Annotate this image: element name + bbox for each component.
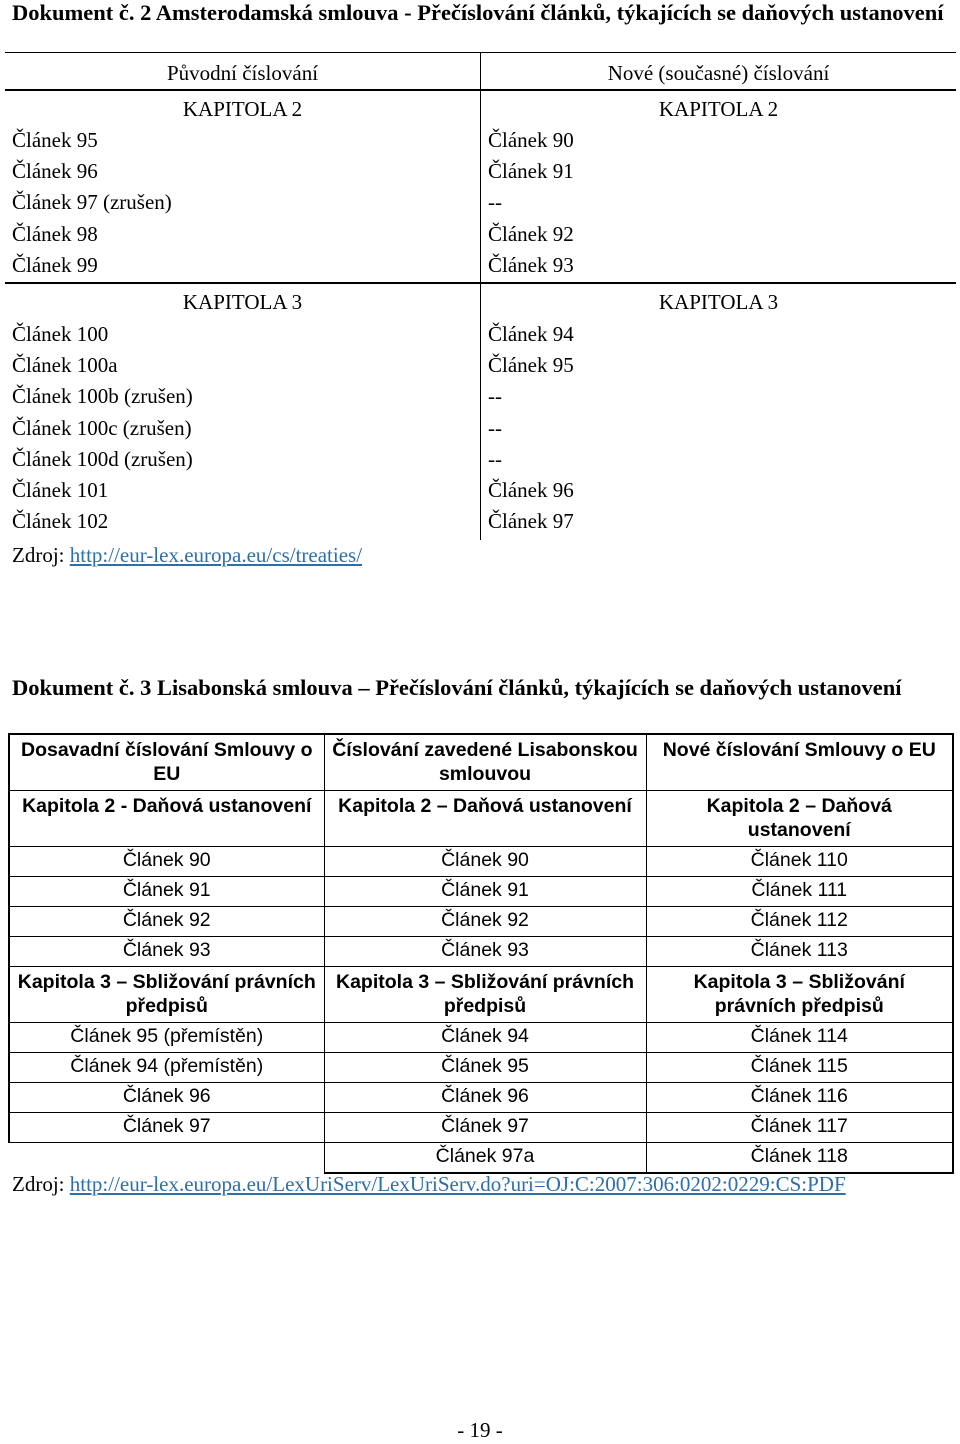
original-article: Článek 100b (zrušen) xyxy=(12,384,193,409)
chapter2-row-cell: Kapitola 2 - Daňová ustanovení xyxy=(9,791,324,847)
chapter2-label-right: KAPITOLA 2 xyxy=(658,97,779,121)
table-row-cell: Článek 96 xyxy=(324,1083,646,1113)
original-article: Článek 98 xyxy=(12,221,98,246)
chapter2-row-cell: Kapitola 2 – Daňová ustanovení xyxy=(646,791,953,847)
column-header-cell: Nové číslování Smlouvy o EU xyxy=(646,734,953,791)
original-article: Článek 100d (zrušen) xyxy=(12,446,193,471)
table-row-cell: Článek 112 xyxy=(646,907,953,937)
table-row xyxy=(9,1023,953,1053)
doc3-title: Dokument č. 3 Lisabonská smlouva – Přečíslování článků, týkajících se daňových ustanovení xyxy=(12,675,902,700)
table-row xyxy=(9,1053,953,1083)
new-article: -- xyxy=(488,415,502,440)
table-row-cell: Článek 111 xyxy=(646,877,953,907)
chapter3-label-right: KAPITOLA 3 xyxy=(658,290,779,314)
table-row-cell: Článek 95 xyxy=(324,1053,646,1083)
table-row-cell: Článek 94 (přemístěn) xyxy=(9,1053,324,1083)
header-new-numbering: Nové (současné) číslování xyxy=(607,61,830,85)
chapter3-label-left: KAPITOLA 3 xyxy=(182,290,303,314)
chapter3-row-cell: Kapitola 3 – Sbližování právních předpisů xyxy=(9,967,324,1023)
column-header-cell: Dosavadní číslování Smlouvy o EU xyxy=(9,734,324,791)
table-row-cell: Článek 90 xyxy=(324,847,646,877)
table-row xyxy=(9,937,953,967)
table-row-cell: Článek 115 xyxy=(646,1053,953,1083)
table-row-cell: Článek 97 xyxy=(324,1113,646,1143)
original-article: Článek 100 xyxy=(12,322,109,346)
table-row-cell: Článek 94 xyxy=(324,1023,646,1053)
new-article: Článek 96 xyxy=(488,478,574,502)
new-article: -- xyxy=(488,190,502,215)
lisbon-renumbering-table xyxy=(8,733,954,1174)
table-row-cell: Článek 97a xyxy=(324,1143,646,1174)
chapter3-row xyxy=(9,967,953,1023)
table-row-cell: Článek 114 xyxy=(646,1023,953,1053)
table-row xyxy=(9,877,953,907)
table-row-cell: Článek 97 xyxy=(9,1113,324,1143)
doc2-title: Dokument č. 2 Amsterodamská smlouva - Přečíslování článků, týkajících se daňových ustanovení xyxy=(12,0,944,25)
chapter2-label-left: KAPITOLA 2 xyxy=(182,97,303,121)
table-row-cell: Článek 91 xyxy=(324,877,646,907)
new-article: Článek 97 xyxy=(488,509,574,534)
new-article: -- xyxy=(488,446,502,471)
amsterdam-renumbering-table xyxy=(5,52,956,540)
original-article: Článek 102 xyxy=(12,509,109,534)
column-header-cell: Číslování zavedené Lisabonskou smlouvou xyxy=(324,734,646,791)
new-article: Článek 93 xyxy=(488,252,574,277)
new-article: Článek 95 xyxy=(488,353,574,378)
new-article: Článek 91 xyxy=(488,159,574,184)
original-article: Článek 99 xyxy=(12,252,98,277)
table-row-cell: Článek 117 xyxy=(646,1113,953,1143)
page-number: - 19 - xyxy=(457,1418,503,1442)
table-rule xyxy=(5,89,956,91)
table-row-cell: Článek 90 xyxy=(9,847,324,877)
chapter2-row-cell: Kapitola 2 – Daňová ustanovení xyxy=(324,791,646,847)
table-row-cell: Článek 113 xyxy=(646,937,953,967)
column-header xyxy=(9,734,953,791)
new-article: Článek 90 xyxy=(488,128,574,152)
original-article: Článek 101 xyxy=(12,478,109,502)
source-line-2 xyxy=(12,1162,942,1206)
table-row xyxy=(9,1113,953,1143)
new-article: Článek 94 xyxy=(488,322,574,346)
original-article: Článek 100c (zrušen) xyxy=(12,415,192,440)
table-row-cell: Článek 118 xyxy=(646,1143,953,1174)
table-row-cell: Článek 95 (přemístěn) xyxy=(9,1023,324,1053)
chapter3-row-cell: Kapitola 3 – Sbližování právních předpisů xyxy=(324,967,646,1023)
table-row xyxy=(9,907,953,937)
table-row-cell: Článek 110 xyxy=(646,847,953,877)
table-row xyxy=(9,1083,953,1113)
source-label: Zdroj: xyxy=(12,1172,70,1196)
chapter2-row xyxy=(9,791,953,847)
chapter3-row-cell: Kapitola 3 – Sbližování právních předpisů xyxy=(646,967,953,1023)
table-row-cell: Článek 96 xyxy=(9,1083,324,1113)
table-row-cell: Článek 91 xyxy=(9,877,324,907)
new-article: -- xyxy=(488,384,502,409)
header-original-numbering: Původní číslování xyxy=(166,61,319,85)
original-article: Článek 96 xyxy=(12,159,98,184)
table-row-cell: Článek 93 xyxy=(9,937,324,967)
source-link[interactable]: http://eur-lex.europa.eu/LexUriServ/LexUriServ.do?uri=OJ:C:2007:306:0202:0229:CS:PDF xyxy=(69,1172,846,1196)
table-row-cell: Článek 116 xyxy=(646,1083,953,1113)
original-article: Článek 100a xyxy=(12,353,118,378)
original-article: Článek 97 (zrušen) xyxy=(12,190,172,215)
source-label: Zdroj: xyxy=(12,543,70,567)
table-row-cell: Článek 92 xyxy=(9,907,324,937)
table-row xyxy=(9,847,953,877)
source-line-1 xyxy=(12,541,362,569)
new-article: Článek 92 xyxy=(488,221,574,246)
source-link[interactable]: http://eur-lex.europa.eu/cs/treaties/ xyxy=(69,543,363,567)
table-row-cell: Článek 92 xyxy=(324,907,646,937)
table-rule xyxy=(5,282,956,284)
table-row-cell: Článek 93 xyxy=(324,937,646,967)
original-article: Článek 95 xyxy=(12,128,98,152)
